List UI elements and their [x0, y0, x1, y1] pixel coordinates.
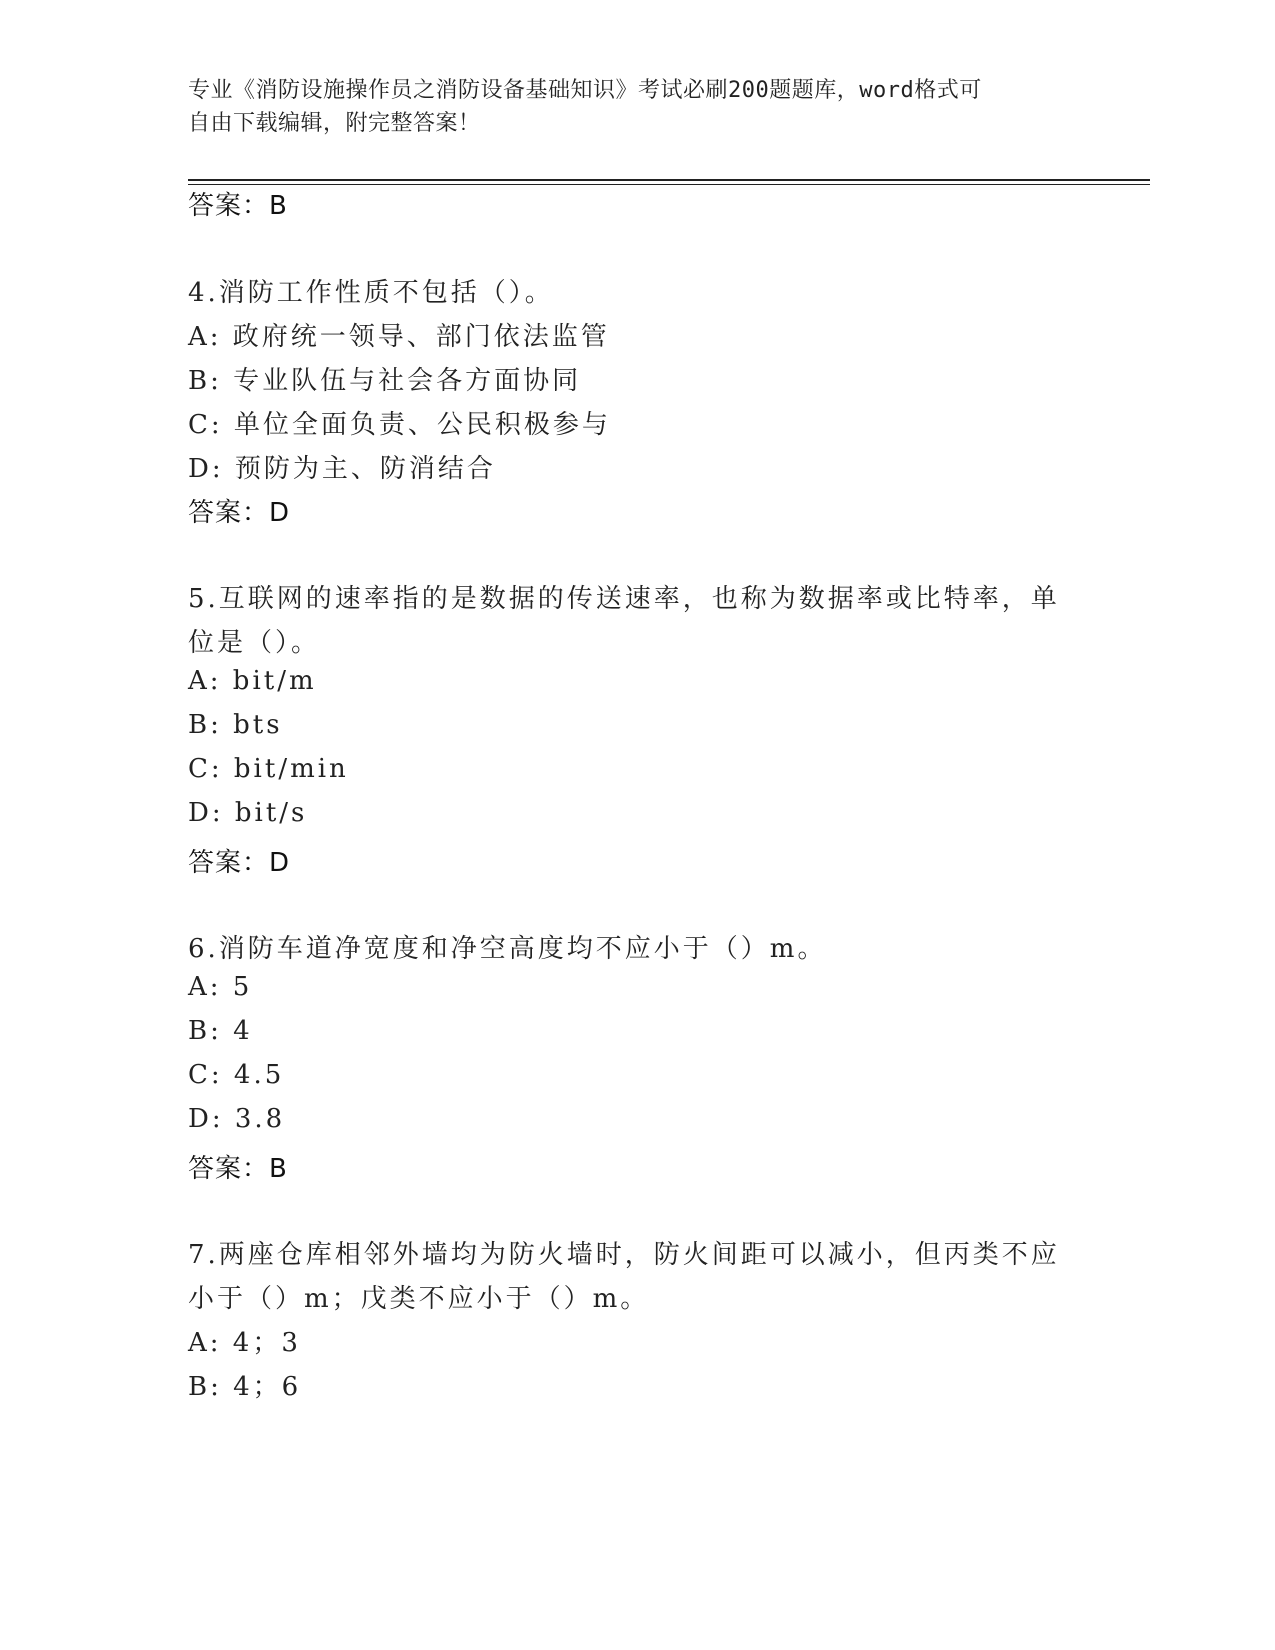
question-4-option-c: C: 单位全面负责、公民积极参与: [188, 410, 611, 440]
document-header: [188, 74, 1088, 140]
question-7-option-b: B: 4；6: [188, 1372, 302, 1402]
question-5-option-a: A: bit/m: [188, 666, 317, 696]
question-5-option-d: D: bit/s: [188, 798, 308, 828]
question-5-stem-line-2: 位是（）。: [188, 628, 321, 658]
question-4-option-b: B: 专业队伍与社会各方面协同: [188, 366, 582, 396]
question-4-stem: 4.消防工作性质不包括（）。: [188, 278, 554, 308]
header-divider-thin: [188, 184, 1150, 185]
question-7-stem-line-2: 小于（）m；戊类不应小于（）m。: [188, 1284, 650, 1314]
question-5-option-b: B: bts: [188, 710, 283, 740]
question-6-option-c: C: 4.5: [188, 1060, 285, 1090]
question-4-option-d: D: 预防为主、防消结合: [188, 454, 496, 484]
header-line-2: 自由下载编辑，附完整答案！: [188, 111, 481, 136]
question-7-option-a: A: 4；3: [188, 1328, 301, 1358]
question-6-option-d: D: 3.8: [188, 1104, 286, 1134]
question-7-stem-line-1: 7.两座仓库相邻外墙均为防火墙时，防火间距可以减小，但丙类不应: [188, 1240, 1060, 1270]
header-divider: [188, 179, 1150, 181]
header-line-1: 专业《消防设施操作员之消防设备基础知识》考试必刷200题题库，word格式可: [188, 78, 982, 103]
question-4-option-a: A: 政府统一领导、部门依法监管: [188, 322, 610, 352]
question-6-option-a: A: 5: [188, 972, 253, 1002]
question-5-stem-line-1: 5.互联网的速率指的是数据的传送速率，也称为数据率或比特率，单: [188, 584, 1060, 614]
question-6-option-b: B: 4: [188, 1016, 253, 1046]
answer-previous-question: 答案：B: [188, 191, 288, 221]
question-6-answer: 答案：B: [188, 1154, 288, 1184]
question-5-option-c: C: bit/min: [188, 754, 349, 784]
question-5-answer: 答案：D: [188, 848, 291, 878]
question-6-stem: 6.消防车道净宽度和净空高度均不应小于（）m。: [188, 934, 827, 964]
question-4-answer: 答案：D: [188, 498, 291, 528]
